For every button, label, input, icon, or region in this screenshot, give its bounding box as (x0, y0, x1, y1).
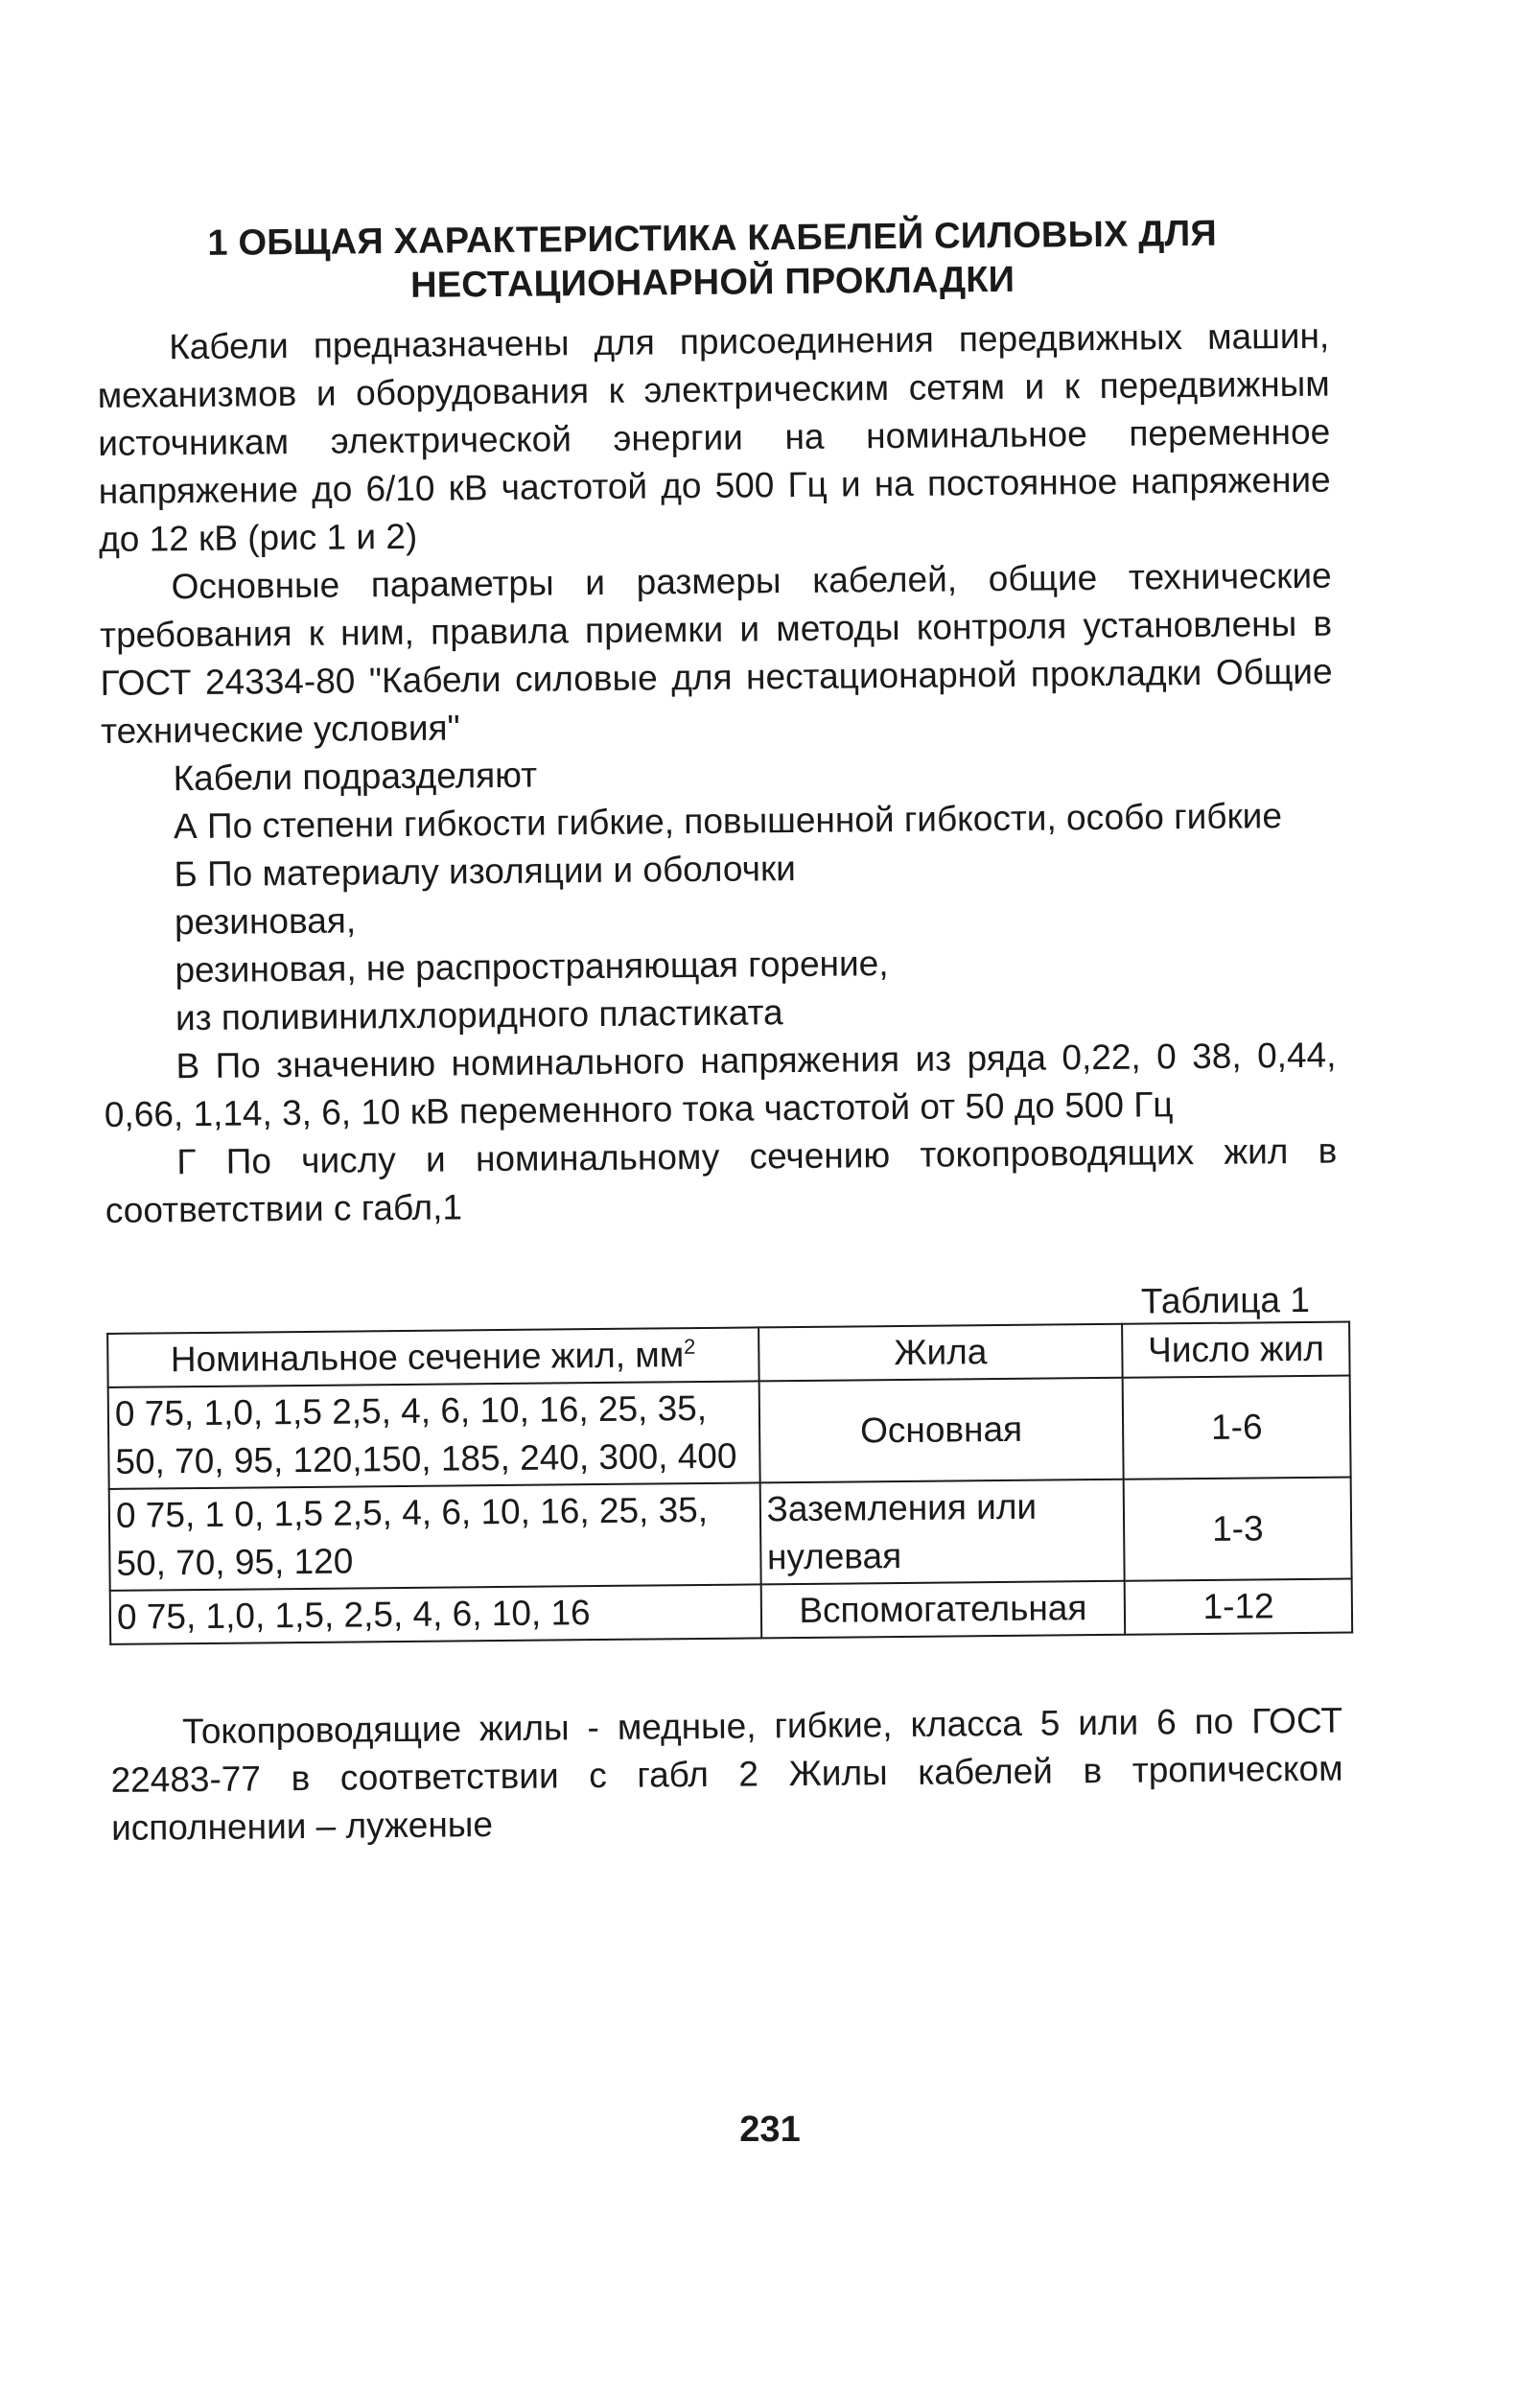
cell-core: Заземления или нулевая (759, 1480, 1125, 1585)
paragraph-conductors: Токопроводящие жилы - медные, гибкие, класса 5 или 6 по ГОСТ 22483-77 в соответствии с габл 2 Жилы кабелей в тропическом исполнении – луженые (110, 1700, 1343, 1848)
paragraph-flexibility: А По степени гибкости гибкие, повышенной гибкости, особо гибкие (173, 796, 1283, 847)
header-unit-superscript: 2 (683, 1334, 696, 1359)
paragraph-classification-intro: Кабели подразделяют (173, 755, 538, 799)
header-core-count: Число жил (1122, 1322, 1349, 1378)
header-nominal-section-text: Номинальное сечение жил, мм (170, 1335, 685, 1380)
table-row (110, 1578, 1352, 1643)
table-row (109, 1477, 1352, 1590)
cell-core: Вспомогательная (760, 1581, 1125, 1639)
paragraph-standards: Основные параметры и размеры кабелей, общие технические требования к ним, правила приемки и методы контроля установлены в ГОСТ 24334-80 "Кабели силовые для нестационарной прокладки Общие технические условия" (99, 555, 1333, 751)
cell-count: 1-3 (1124, 1477, 1352, 1580)
cell-sizes: 0 75, 1,0, 1,5, 2,5, 4, 6, 10, 16 (110, 1584, 761, 1644)
page-content (96, 211, 1343, 1852)
header-core: Жила (758, 1324, 1123, 1382)
cell-sizes: 0 75, 1,0, 1,5 2,5, 4, 6, 10, 16, 25, 35, 50, 70, 95, 120,150, 185, 240, 300, 400 (108, 1381, 760, 1489)
paragraph-purpose: Кабели предназначены для присоединения передвижных машин, механизмов и оборудования к электрическим сетям и к передвижным источникам электрической энергии на номинальное переменное напряжение до 6/10 кВ частотой до 500 Гц и на постоянное напряжение до 12 кВ (рис 1 и 2) (97, 315, 1331, 559)
section-heading: 1 ОБЩАЯ ХАРАКТЕРИСТИКА КАБЕЛЕЙ СИЛОВЫХ ДЛЯ НЕСТАЦИОНАРНОЙ ПРОКЛАДКИ (207, 213, 1218, 306)
cell-sizes: 0 75, 1 0, 1,5 2,5, 4, 6, 10, 16, 25, 35, 50, 70, 95, 120 (109, 1482, 761, 1591)
cell-count: 1-12 (1125, 1578, 1352, 1634)
material-item-rubber-nonflammable: резиновая, не распространяющая горение, (175, 944, 889, 990)
material-item-pvc: из поливинилхлоридного пластиката (175, 992, 783, 1038)
table-caption: Таблица 1 (1140, 1279, 1311, 1321)
cable-cores-table (106, 1320, 1353, 1644)
paragraph-voltage: В По значению номинального напряжения из ряда 0,22, 0 38, 0,44, 0,66, 1,14, 3, 6, 10 кВ переменного тока частотой от 50 до 500 Гц (104, 1035, 1337, 1134)
header-nominal-section (107, 1327, 758, 1387)
cell-core: Основная (758, 1378, 1124, 1483)
cell-count: 1-6 (1123, 1376, 1351, 1480)
page-number: 231 (739, 2109, 801, 2150)
paragraph-core-count: Г По числу и номинальному сечению токопроводящих жил в соответствии с габл,1 (105, 1130, 1338, 1230)
paragraph-material: Б По материалу изоляции и оболочки (174, 849, 797, 895)
table-row (108, 1376, 1351, 1489)
material-item-rubber: резиновая, (174, 900, 357, 943)
